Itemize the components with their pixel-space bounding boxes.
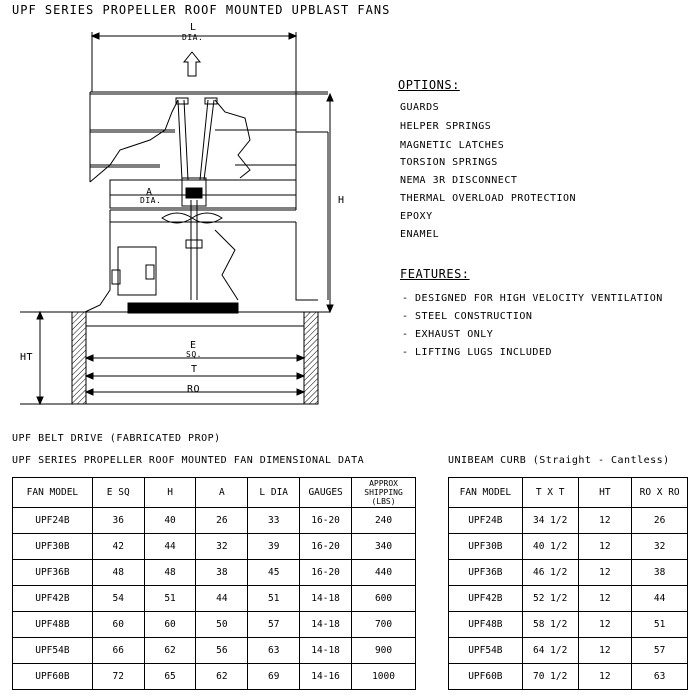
option-item: MAGNETIC LATCHES	[400, 140, 505, 151]
cell: 12	[578, 534, 632, 560]
page-title: UPF SERIES PROPELLER ROOF MOUNTED UPBLAST FANS	[12, 3, 391, 17]
cell: 12	[578, 638, 632, 664]
ro-label: RO	[187, 384, 201, 395]
cell: 48	[144, 560, 196, 586]
cell: 900	[352, 638, 416, 664]
cell: UPF30B	[449, 534, 523, 560]
cell: 32	[196, 534, 248, 560]
t-label: T	[191, 364, 198, 375]
l-label: L	[190, 22, 197, 33]
cell: 69	[248, 664, 300, 690]
cell: 440	[352, 560, 416, 586]
dim-table	[12, 477, 416, 690]
cell: UPF48B	[13, 612, 93, 638]
cell: 64 1/2	[522, 638, 578, 664]
cell: 40	[144, 508, 196, 534]
cell: 34 1/2	[522, 508, 578, 534]
cell: 51	[632, 612, 688, 638]
col-header: E SQ	[92, 478, 144, 508]
features-heading: FEATURES:	[400, 267, 470, 281]
cell: 46 1/2	[522, 560, 578, 586]
cell: 52 1/2	[522, 586, 578, 612]
cell: 54	[92, 586, 144, 612]
cell: 63	[248, 638, 300, 664]
col-header: T X T	[522, 478, 578, 508]
cell: 44	[196, 586, 248, 612]
cell: UPF24B	[13, 508, 93, 534]
feature-item: - DESIGNED FOR HIGH VELOCITY VENTILATION	[402, 293, 663, 304]
cell: 57	[632, 638, 688, 664]
cell: 72	[92, 664, 144, 690]
cell: 38	[632, 560, 688, 586]
cell: 45	[248, 560, 300, 586]
cell: 70 1/2	[522, 664, 578, 690]
curb-table	[448, 477, 688, 690]
col-header: APPROX SHIPPING (LBS)	[352, 478, 416, 508]
cell: 39	[248, 534, 300, 560]
cell: 60	[92, 612, 144, 638]
option-item: HELPER SPRINGS	[400, 121, 492, 132]
cell: 12	[578, 586, 632, 612]
option-item: THERMAL OVERLOAD PROTECTION	[400, 193, 577, 204]
cell: 62	[196, 664, 248, 690]
cell: 33	[248, 508, 300, 534]
col-header: HT	[578, 478, 632, 508]
feature-item: - LIFTING LUGS INCLUDED	[402, 347, 552, 358]
cell: 16-20	[300, 508, 352, 534]
belt-drive-label: UPF BELT DRIVE (FABRICATED PROP)	[12, 433, 221, 444]
cell: 16-20	[300, 534, 352, 560]
col-header: FAN MODEL	[13, 478, 93, 508]
a-dia-label: DIA.	[140, 196, 162, 205]
cell: 600	[352, 586, 416, 612]
cell: 42	[92, 534, 144, 560]
cell: 51	[144, 586, 196, 612]
cell: UPF24B	[449, 508, 523, 534]
cell: UPF54B	[449, 638, 523, 664]
cell: 700	[352, 612, 416, 638]
cell: 62	[144, 638, 196, 664]
cell: 58 1/2	[522, 612, 578, 638]
cell: 16-20	[300, 560, 352, 586]
cell: 14-18	[300, 638, 352, 664]
feature-item: - STEEL CONSTRUCTION	[402, 311, 533, 322]
cell: 12	[578, 664, 632, 690]
cell: 340	[352, 534, 416, 560]
cell: 12	[578, 612, 632, 638]
cell: UPF36B	[449, 560, 523, 586]
cell: 57	[248, 612, 300, 638]
cell: UPF60B	[449, 664, 523, 690]
col-header: L DIA	[248, 478, 300, 508]
cell: 50	[196, 612, 248, 638]
dim-table-caption: UPF SERIES PROPELLER ROOF MOUNTED FAN DIMENSIONAL DATA	[12, 455, 365, 466]
options-heading: OPTIONS:	[398, 78, 460, 92]
cell: 38	[196, 560, 248, 586]
cell: 65	[144, 664, 196, 690]
cell: 56	[196, 638, 248, 664]
cell: UPF30B	[13, 534, 93, 560]
col-header: FAN MODEL	[449, 478, 523, 508]
h-label: H	[338, 195, 345, 206]
option-item: EPOXY	[400, 211, 433, 222]
cell: 40 1/2	[522, 534, 578, 560]
sq-label: SQ.	[186, 350, 202, 359]
cell: UPF54B	[13, 638, 93, 664]
cell: UPF42B	[449, 586, 523, 612]
cell: 36	[92, 508, 144, 534]
a-label: A	[146, 187, 153, 198]
cell: 12	[578, 560, 632, 586]
curb-table-caption: UNIBEAM CURB (Straight - Cantless)	[448, 455, 670, 466]
e-label: E	[190, 340, 197, 351]
cell: 14-16	[300, 664, 352, 690]
cell: 26	[632, 508, 688, 534]
cell: UPF36B	[13, 560, 93, 586]
cell: UPF42B	[13, 586, 93, 612]
cell: 14-18	[300, 612, 352, 638]
cell: 48	[92, 560, 144, 586]
cell: UPF48B	[449, 612, 523, 638]
col-header: A	[196, 478, 248, 508]
feature-item: - EXHAUST ONLY	[402, 329, 494, 340]
cell: 32	[632, 534, 688, 560]
option-item: ENAMEL	[400, 229, 440, 240]
cell: 44	[144, 534, 196, 560]
col-header: H	[144, 478, 196, 508]
ht-label: HT	[20, 352, 34, 363]
option-item: GUARDS	[400, 102, 440, 113]
col-header: GAUGES	[300, 478, 352, 508]
cell: 60	[144, 612, 196, 638]
option-item: TORSION SPRINGS	[400, 157, 498, 168]
cell: 240	[352, 508, 416, 534]
col-header: RO X RO	[632, 478, 688, 508]
cell: 63	[632, 664, 688, 690]
cell: 12	[578, 508, 632, 534]
cell: 26	[196, 508, 248, 534]
l-dia-label: DIA.	[182, 33, 204, 42]
cell: 44	[632, 586, 688, 612]
cell: 66	[92, 638, 144, 664]
cell: UPF60B	[13, 664, 93, 690]
option-item: NEMA 3R DISCONNECT	[400, 175, 518, 186]
cell: 14-18	[300, 586, 352, 612]
cell: 51	[248, 586, 300, 612]
cell: 1000	[352, 664, 416, 690]
